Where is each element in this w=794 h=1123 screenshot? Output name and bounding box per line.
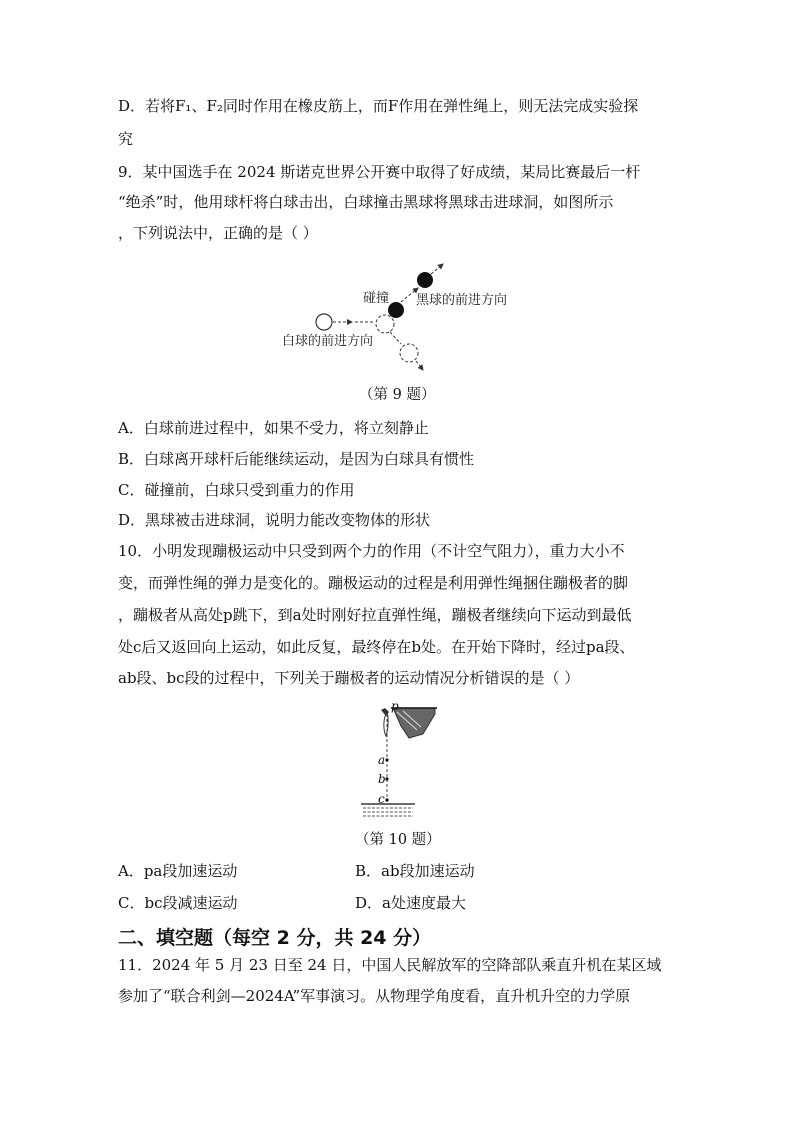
q8-option-d-line1: D．若将F₁、F₂同时作用在橡皮筋上，而F作用在弹性绳上，则无法完成实验探 xyxy=(118,97,639,115)
q10-stem-line2: 变，而弹性绳的弹力是变化的。蹦极运动的过程是利用弹性绳捆住蹦极者的脚 xyxy=(118,574,629,592)
q10-caption: （第 10 题） xyxy=(355,832,441,848)
q9-option-d: D．黑球被击进球洞，说明力能改变物体的形状 xyxy=(118,511,431,529)
q10-figure xyxy=(355,700,440,822)
q10-stem-line3: ，蹦极者从高处p跳下，到a处时刚好拉直弹性绳，蹦极者继续向下运动到最低 xyxy=(118,606,632,624)
q10-option-d: D．a处速度最大 xyxy=(355,894,466,912)
black-ball-moved xyxy=(417,272,433,288)
label-collision: 碰撞 xyxy=(363,291,390,306)
q9-caption: （第 9 题） xyxy=(359,387,436,403)
label-c: c xyxy=(378,792,385,806)
label-b: b xyxy=(378,772,386,786)
point-a xyxy=(385,758,388,761)
section-title-fill-in: 二、填空题（每空 2 分，共 24 分） xyxy=(118,927,432,949)
q9-option-a: A．白球前进过程中，如果不受力，将立刻静止 xyxy=(118,419,429,437)
q10-option-a: A．pa段加速运动 xyxy=(118,862,238,880)
label-white-direction: 白球的前进方向 xyxy=(282,334,374,349)
q10-stem-line1: 10．小明发现蹦极运动中只受到两个力的作用（不计空气阻力），重力大小不 xyxy=(118,542,625,560)
white-ball xyxy=(316,314,332,330)
q8-option-d-line2: 究 xyxy=(118,130,134,148)
q10-option-b: B．ab段加速运动 xyxy=(355,862,475,880)
q10-option-c: C．bc段减速运动 xyxy=(118,894,238,912)
point-c xyxy=(385,798,388,801)
label-a: a xyxy=(378,753,386,767)
q9-figure xyxy=(275,258,535,380)
point-b xyxy=(385,777,388,780)
q9-option-c: C．碰撞前，白球只受到重力的作用 xyxy=(118,481,355,499)
q9-stem-line2: “绝杀”时，他用球杆将白球击出，白球撞击黑球将黑球击进球洞，如图所示 xyxy=(118,193,614,211)
black-ball xyxy=(388,302,404,318)
label-black-direction: 黑球的前进方向 xyxy=(416,293,508,308)
q10-stem-line4: 处c后又返回向上运动，如此反复，最终停在b处。在开始下降时，经过pa段、 xyxy=(118,638,635,656)
q11-stem-line2: 参加了“联合利剑—2024A”军事演习。从物理学角度看，直升机升空的力学原 xyxy=(118,987,631,1005)
q10-stem-line5: ab段、bc段的过程中，下列关于蹦极者的运动情况分析错误的是（ ） xyxy=(118,669,580,687)
q9-stem-line3: ，下列说法中，正确的是（ ） xyxy=(118,224,318,242)
white-ball-collision-ghost xyxy=(376,315,394,333)
label-p: p xyxy=(391,700,399,713)
q9-stem-line1: 9．某中国选手在 2024 斯诺克世界公开赛中取得了好成绩，某局比赛最后一杆 xyxy=(118,163,641,181)
q9-option-b: B．白球离开球杆后能继续运动，是因为白球具有惯性 xyxy=(118,450,475,468)
white-ball-moved-ghost xyxy=(400,344,418,362)
q11-stem-line1: 11．2024 年 5 月 23 日至 24 日，中国人民解放军的空降部队乘直升机在某区域 xyxy=(118,956,662,974)
